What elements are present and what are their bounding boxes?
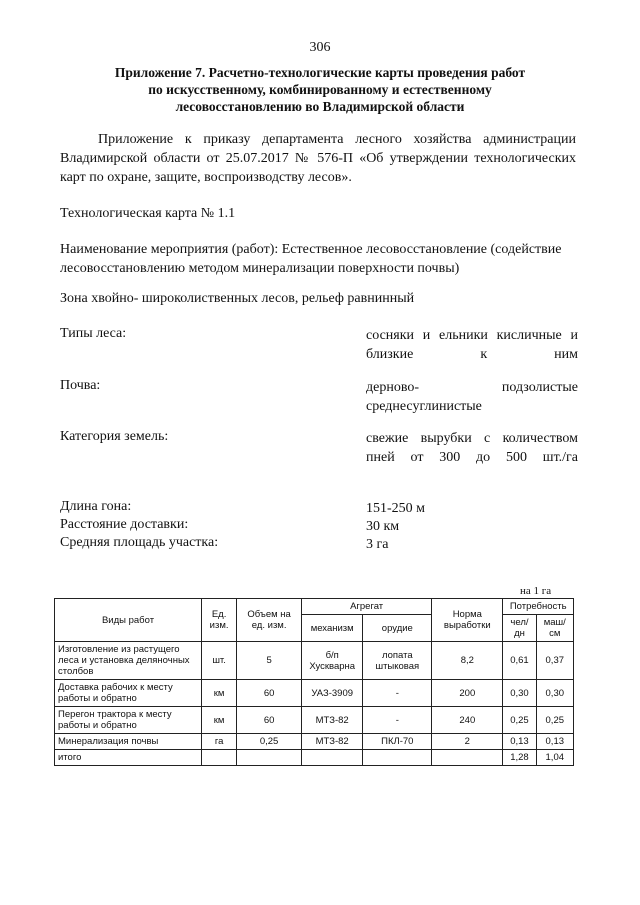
cell-tool: - xyxy=(363,680,432,707)
cell-name: итого xyxy=(55,750,202,766)
intro-paragraph: Приложение к приказу департамента лесного хозяйства администрации Владимирской области от 25.07.2017 № 576-П «Об утверждении технологических карт по охране, защите, воспроизводству лесов». xyxy=(60,132,576,185)
cell-person-days: 0,61 xyxy=(503,642,536,680)
cell-norm: 2 xyxy=(432,734,503,750)
cell-machine-shifts: 0,13 xyxy=(536,734,573,750)
table-row xyxy=(55,680,574,707)
cell-unit: шт. xyxy=(202,642,237,680)
cell-person-days: 1,28 xyxy=(503,750,536,766)
cell-person-days: 0,25 xyxy=(503,707,536,734)
activity-name: Наименование мероприятия (работ): Естественное лесовосстановление (содействие лесовосстановлению методом минерализации поверхности почвы) xyxy=(60,242,562,276)
table-row xyxy=(55,642,574,680)
cell-norm: 200 xyxy=(432,680,503,707)
cell-person-days: 0,30 xyxy=(503,680,536,707)
document-title xyxy=(60,64,580,115)
cell-volume: 0,25 xyxy=(237,734,302,750)
page-number: 306 xyxy=(309,40,331,55)
cell-mechanism: УАЗ-3909 xyxy=(302,680,363,707)
header-work-types: Виды работ xyxy=(55,599,202,642)
land-category-label: Категория земель: xyxy=(60,429,169,444)
table-row-total xyxy=(55,750,574,766)
cell-name: Доставка рабочих к месту работы и обратно xyxy=(55,680,202,707)
header-volume: Объем на ед. изм. xyxy=(237,599,302,642)
header-tool: орудие xyxy=(363,615,432,642)
table-row xyxy=(55,734,574,750)
run-length-value: 151-250 м xyxy=(366,501,426,516)
cell-name: Перегон трактора к месту работы и обратно xyxy=(55,707,202,734)
soil-value: дерново- подзолистые среднесуглинистые xyxy=(366,380,578,414)
cell-tool xyxy=(363,750,432,766)
title-line: лесовосстановлению во Владимирской области xyxy=(175,99,465,114)
header-unit: Ед. изм. xyxy=(202,599,237,642)
cell-unit: га xyxy=(202,734,237,750)
avg-area-value: 3 га xyxy=(366,537,389,552)
avg-area-label: Средняя площадь участка: xyxy=(60,535,219,550)
header-need: Потребность xyxy=(503,599,574,615)
cell-machine-shifts: 0,37 xyxy=(536,642,573,680)
soil-label: Почва: xyxy=(60,378,101,393)
cell-tool: - xyxy=(363,707,432,734)
cell-machine-shifts: 0,25 xyxy=(536,707,573,734)
land-category-value: свежие вырубки с количеством пней от 300 до 500 шт./га xyxy=(366,431,578,465)
forest-types-label: Типы леса: xyxy=(60,326,127,341)
cell-person-days: 0,13 xyxy=(503,734,536,750)
cell-unit: км xyxy=(202,680,237,707)
cell-norm xyxy=(432,750,503,766)
title-line: по искусственному, комбинированному и естественному xyxy=(148,82,492,97)
cell-volume: 5 xyxy=(237,642,302,680)
cell-volume: 60 xyxy=(237,707,302,734)
works-table xyxy=(54,598,574,766)
forest-types-value: сосняки и ельники кисличные и близкие к ним xyxy=(366,328,578,362)
header-mechanism: механизм xyxy=(302,615,363,642)
unit-note: на 1 га xyxy=(520,585,552,597)
cell-machine-shifts: 0,30 xyxy=(536,680,573,707)
title-line: Приложение 7. Расчетно-технологические карты проведения работ xyxy=(114,65,526,80)
cell-machine-shifts: 1,04 xyxy=(536,750,573,766)
cell-unit xyxy=(202,750,237,766)
header-person-days: чел/дн xyxy=(503,615,536,642)
zone-description: Зона хвойно- широколиственных лесов, рельеф равнинный xyxy=(60,291,415,306)
cell-name: Изготовление из растущего леса и установка деляночных столбов xyxy=(55,642,202,680)
header-machine-shifts: маш/см xyxy=(536,615,573,642)
card-title: Технологическая карта № 1.1 xyxy=(60,206,236,221)
cell-norm: 8,2 xyxy=(432,642,503,680)
cell-mechanism xyxy=(302,750,363,766)
header-aggregate: Агрегат xyxy=(302,599,432,615)
cell-norm: 240 xyxy=(432,707,503,734)
header-norm: Норма выработки xyxy=(432,599,503,642)
delivery-distance-value: 30 км xyxy=(366,519,400,534)
cell-volume: 60 xyxy=(237,680,302,707)
cell-volume xyxy=(237,750,302,766)
cell-tool: ПКЛ-70 xyxy=(363,734,432,750)
table-row xyxy=(55,707,574,734)
cell-mechanism: МТЗ-82 xyxy=(302,734,363,750)
cell-mechanism: МТЗ-82 xyxy=(302,707,363,734)
run-length-label: Длина гона: xyxy=(60,499,132,514)
cell-name: Минерализация почвы xyxy=(55,734,202,750)
cell-mechanism: б/п Хускварна xyxy=(302,642,363,680)
cell-unit: км xyxy=(202,707,237,734)
cell-tool: лопата штыковая xyxy=(363,642,432,680)
delivery-distance-label: Расстояние доставки: xyxy=(60,517,189,532)
